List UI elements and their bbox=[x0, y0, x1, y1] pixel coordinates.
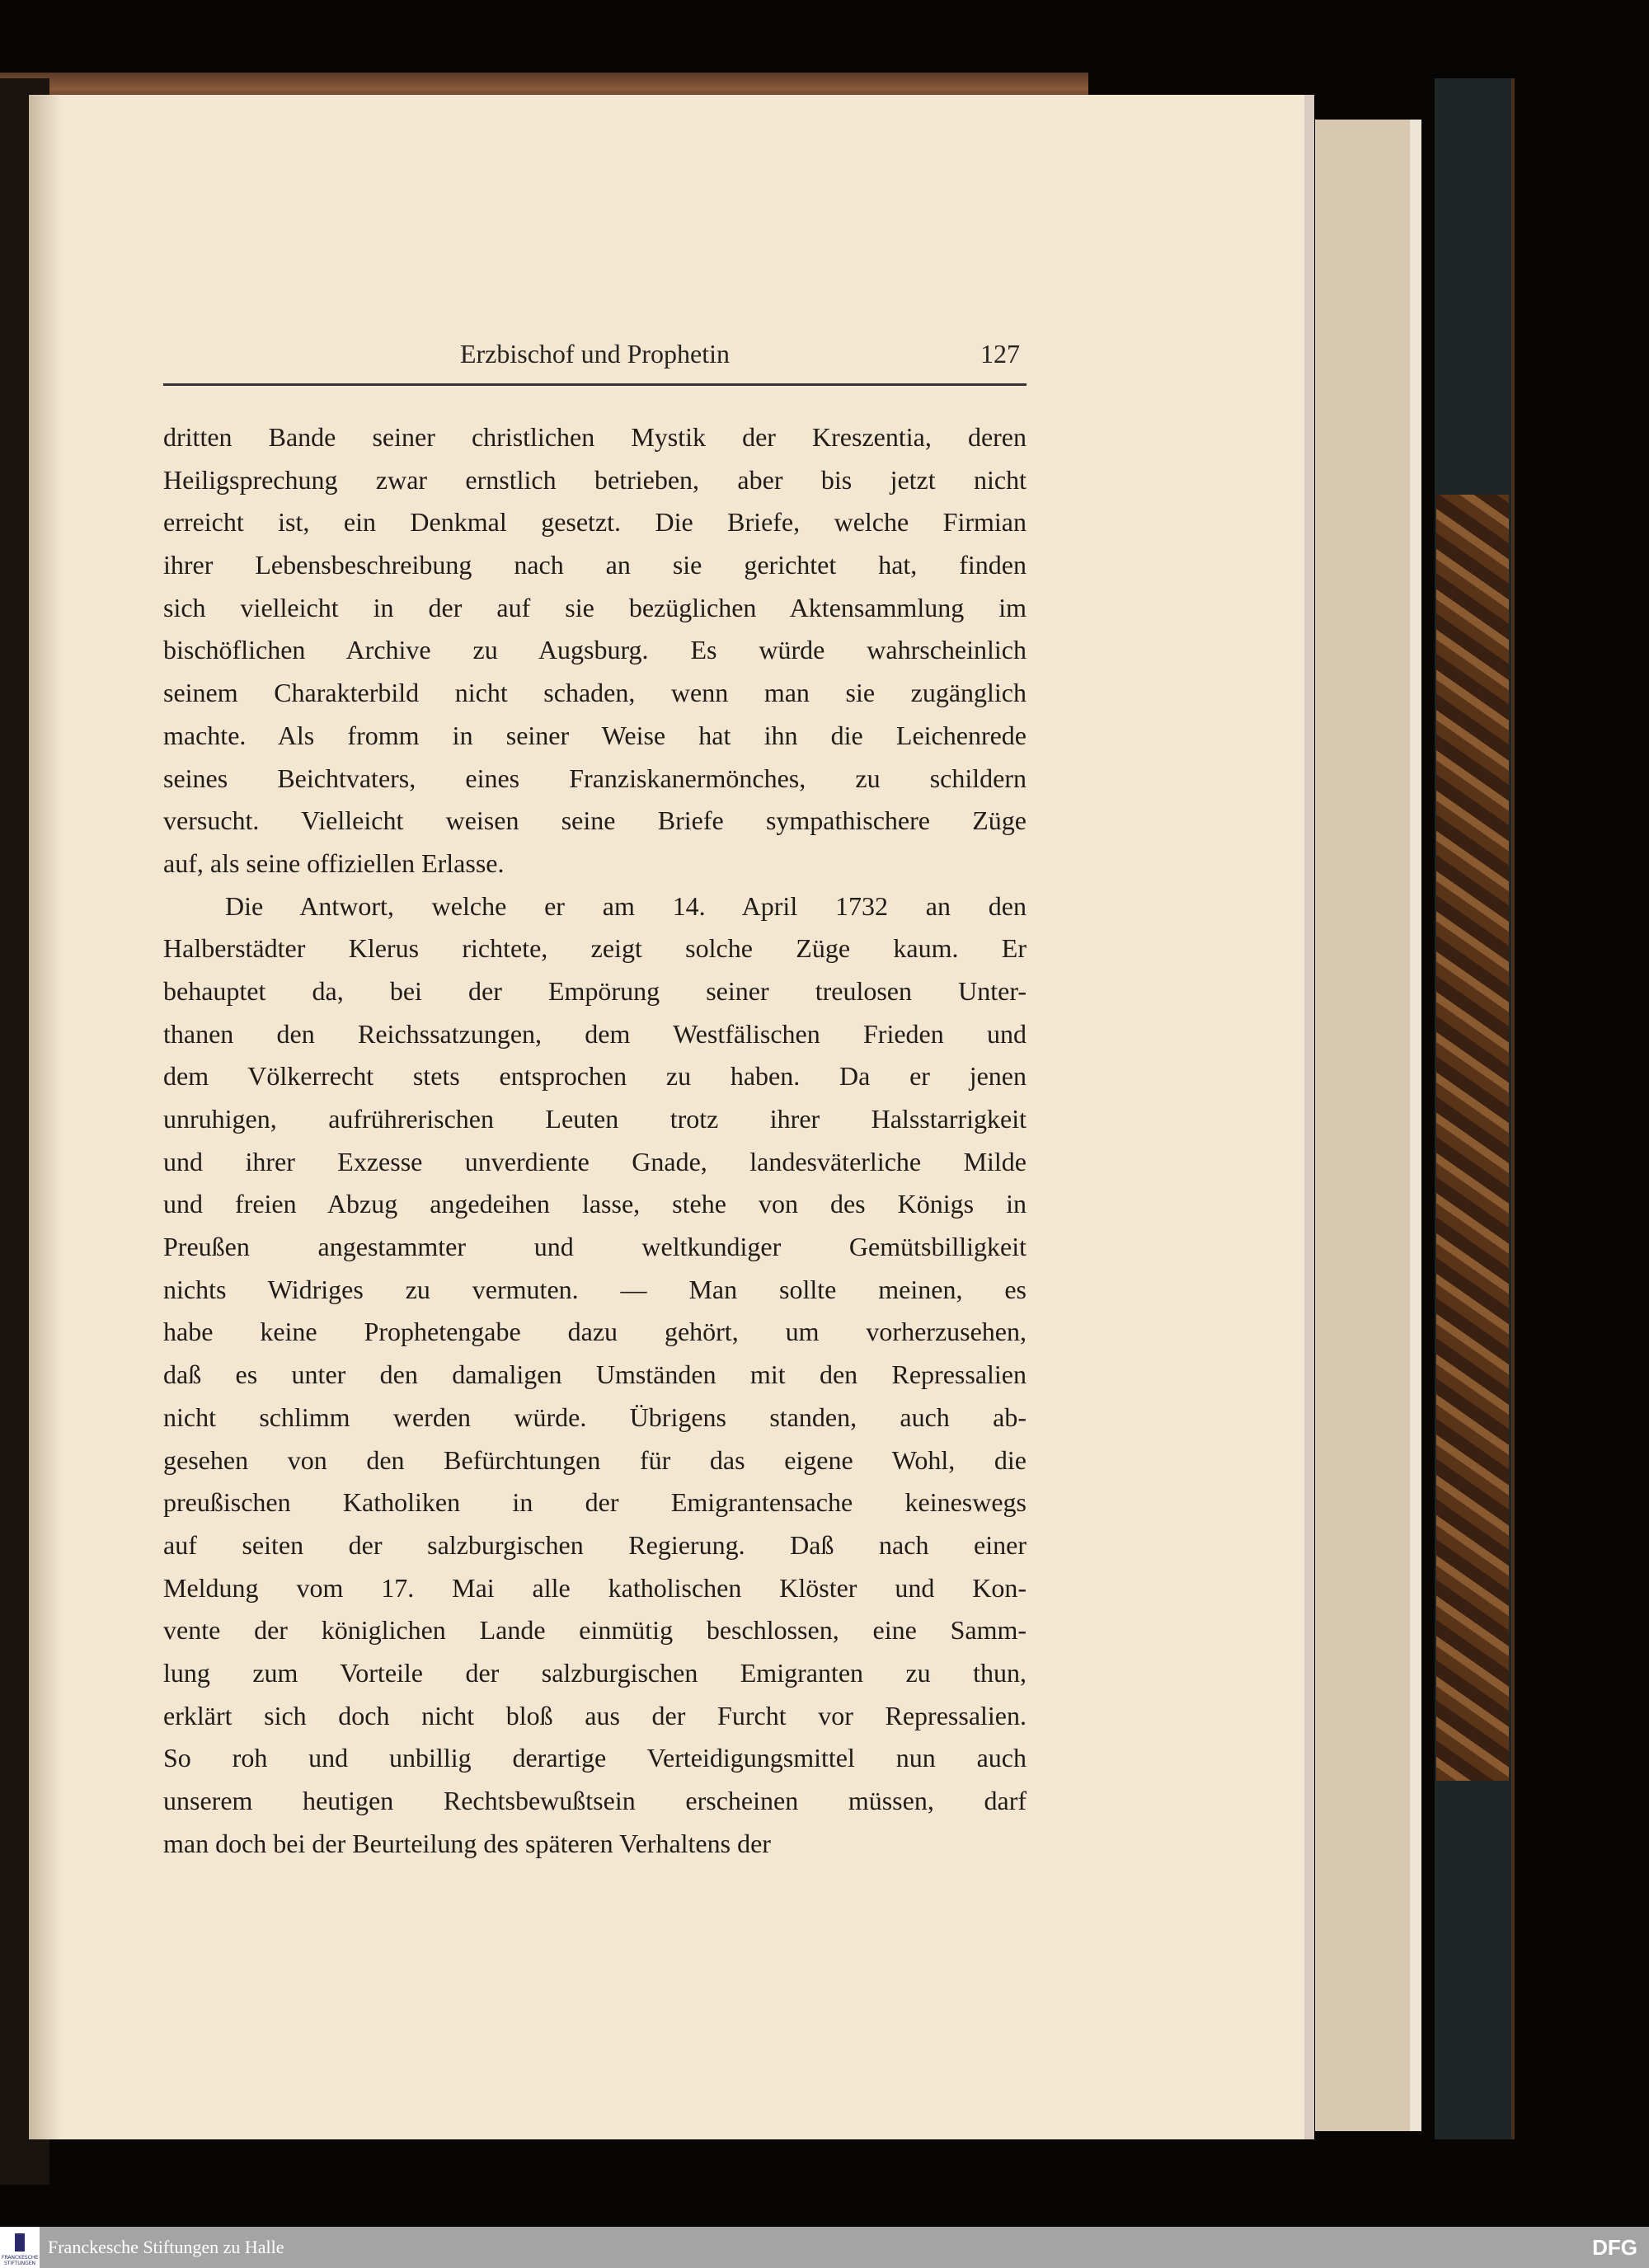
page-number: 127 bbox=[980, 339, 1020, 369]
text-line: und freien Abzug angedeihen lasse, stehe von des Königs in bbox=[163, 1189, 1027, 1219]
page-header bbox=[163, 334, 1027, 386]
text-line: dritten Bande seiner christlichen Mystik der Kreszentia, deren bbox=[163, 422, 1027, 452]
footer-bar bbox=[0, 2227, 1649, 2268]
book-back-cover bbox=[1435, 78, 1515, 2139]
text-line: versucht. Vielleicht weisen seine Briefe sympathischere Züge bbox=[163, 805, 1027, 836]
text-line: nicht schlimm werden würde. Übrigens standen, auch ab- bbox=[163, 1402, 1027, 1432]
dfg-logo: DFG bbox=[1592, 2235, 1637, 2260]
text-line: vente der königlichen Lande einmütig beschlossen, eine Samm- bbox=[163, 1615, 1027, 1646]
text-line: sich vielleicht in der auf sie bezüglichen Aktensammlung im bbox=[163, 592, 1027, 622]
body-text bbox=[163, 416, 1027, 1865]
text-line: ihrer Lebensbeschreibung nach an sie gerichtet hat, finden bbox=[163, 550, 1027, 580]
text-line: seines Beichtvaters, eines Franziskanermönches, zu schildern bbox=[163, 763, 1027, 793]
text-line: Preußen angestammter und weltkundiger Gemütsbilligkeit bbox=[163, 1232, 1027, 1262]
text-line: Heiligsprechung zwar ernstlich betrieben, aber bis jetzt nicht bbox=[163, 464, 1027, 495]
institution-logo bbox=[0, 2227, 40, 2268]
text-line: nichts Widriges zu vermuten. — Man sollte meinen, es bbox=[163, 1274, 1027, 1304]
running-title: Erzbischof und Prophetin bbox=[459, 339, 731, 369]
text-line: erreicht ist, ein Denkmal gesetzt. Die Briefe, welche Firmian bbox=[163, 507, 1027, 538]
text-line: gesehen von den Befürchtungen für das eigene Wohl, die bbox=[163, 1444, 1027, 1475]
text-line: daß es unter den damaligen Umständen mit den Repressalien bbox=[163, 1359, 1027, 1390]
text-line: auf seiten der salzburgischen Regierung. Daß nach einer bbox=[163, 1529, 1027, 1560]
text-line: erklärt sich doch nicht bloß aus der Furcht vor Repressalien. bbox=[163, 1700, 1027, 1730]
text-line: machte. Als fromm in seiner Weise hat ihn die Leichenrede bbox=[163, 720, 1027, 750]
text-line: preußischen Katholiken in der Emigrantensache keineswegs bbox=[163, 1487, 1027, 1518]
page-gutter bbox=[29, 95, 62, 2139]
text-line: behauptet da, bei der Empörung seiner treulosen Unter- bbox=[163, 975, 1027, 1006]
logo-figure-icon bbox=[15, 2233, 25, 2252]
text-line: lung zum Vorteile der salzburgischen Emigranten zu thun, bbox=[163, 1657, 1027, 1688]
text-line: man doch bei der Beurteilung des späteren Verhaltens der bbox=[163, 1828, 771, 1858]
text-line: auf, als seine offiziellen Erlasse. bbox=[163, 848, 505, 878]
page-block-edge bbox=[1315, 120, 1421, 2131]
text-line: So roh und unbillig derartige Verteidigungsmittel nun auch bbox=[163, 1743, 1027, 1773]
text-line: bischöflichen Archive zu Augsburg. Es würde wahrscheinlich bbox=[163, 635, 1027, 665]
marbled-endpaper bbox=[1436, 495, 1509, 1781]
text-line: seinem Charakterbild nicht schaden, wenn man sie zugänglich bbox=[163, 678, 1027, 708]
text-line: Die Antwort, welche er am 14. April 1732 an den bbox=[225, 890, 1027, 921]
text-line: Meldung vom 17. Mai alle katholischen Klöster und Kon- bbox=[163, 1572, 1027, 1603]
text-line: thanen den Reichssatzungen, dem Westfälischen Frieden und bbox=[163, 1018, 1027, 1049]
text-line: unruhigen, aufrührerischen Leuten trotz ihrer Halsstarrigkeit bbox=[163, 1104, 1027, 1134]
text-line: unserem heutigen Rechtsbewußtsein erscheinen müssen, darf bbox=[163, 1786, 1027, 1815]
text-line: dem Völkerrecht stets entsprochen zu haben. Da er jenen bbox=[163, 1061, 1027, 1092]
logo-caption: FRANCKESCHE STIFTUNGEN bbox=[2, 2255, 39, 2266]
text-line: und ihrer Exzesse unverdiente Gnade, landesväterliche Milde bbox=[163, 1146, 1027, 1176]
institution-name: Franckesche Stiftungen zu Halle bbox=[48, 2237, 284, 2257]
text-line: Halberstädter Klerus richtete, zeigt solche Züge kaum. Er bbox=[163, 933, 1027, 964]
text-line: habe keine Prophetengabe dazu gehört, um vorherzusehen, bbox=[163, 1317, 1027, 1347]
